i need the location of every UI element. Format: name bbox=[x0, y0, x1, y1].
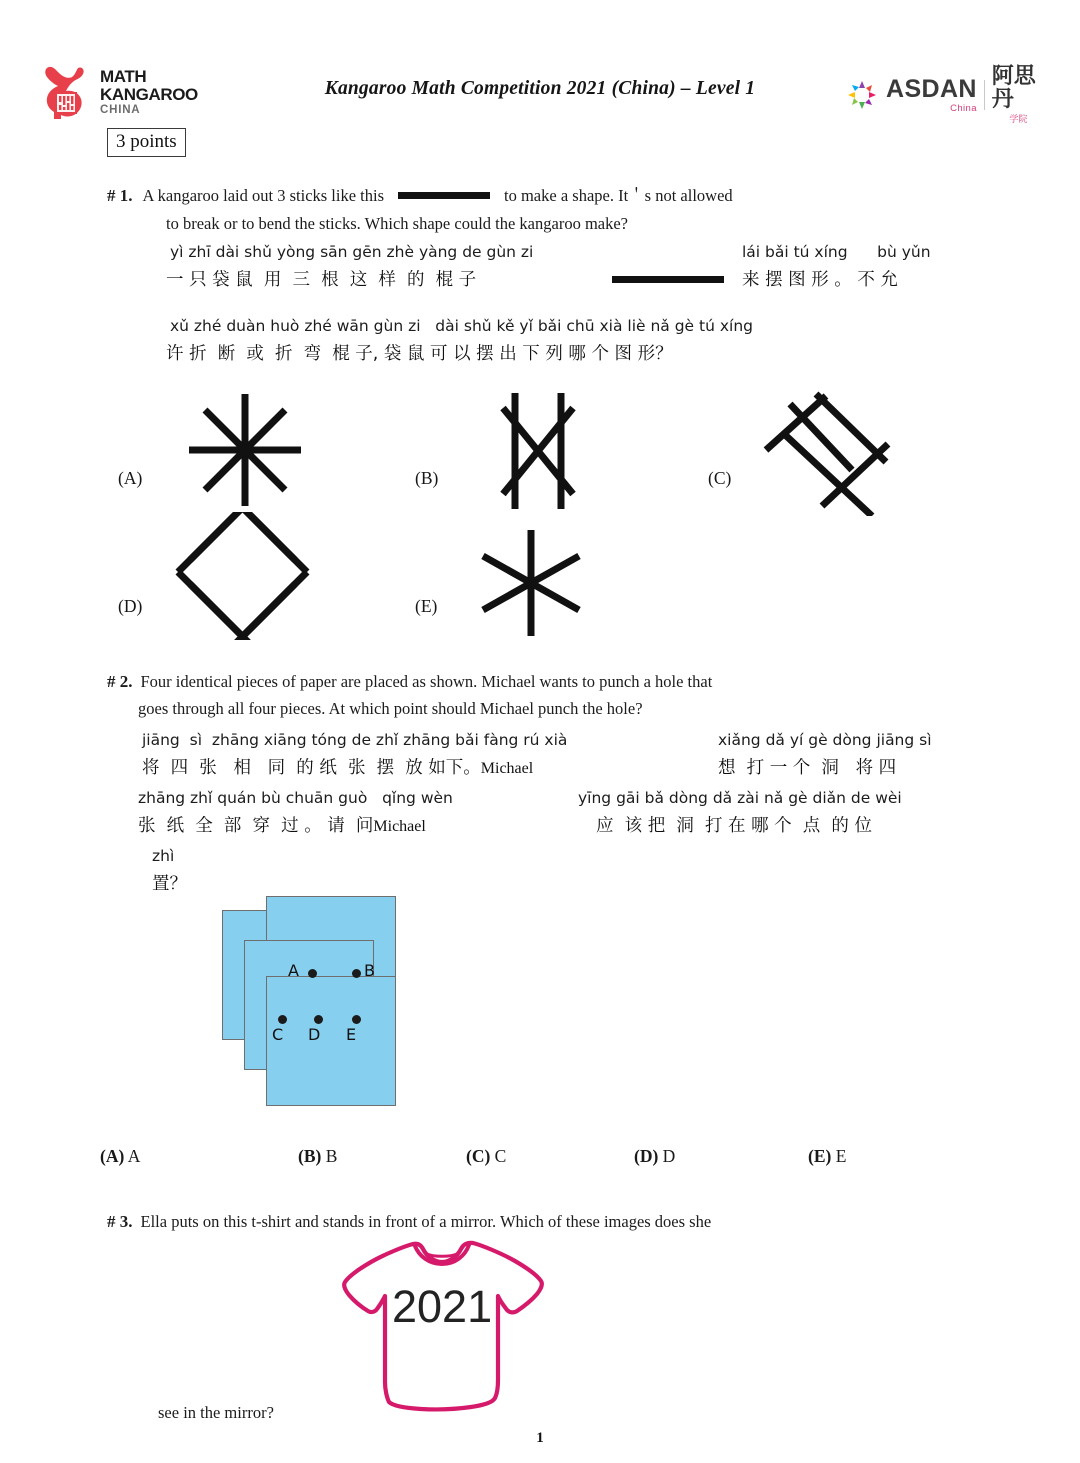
question-2-answer-a[interactable] bbox=[100, 1146, 140, 1167]
question-1-text-a: A kangaroo laid out 3 sticks like this bbox=[142, 186, 385, 205]
question-2-line-2: goes through all four pieces. At which point should Michael punch the hole? bbox=[138, 699, 643, 718]
question-2-answer-e[interactable] bbox=[808, 1146, 846, 1167]
question-2-answer-d[interactable] bbox=[634, 1146, 675, 1167]
question-2-answer-b-value: B bbox=[325, 1146, 338, 1166]
point-c-label: C bbox=[272, 1025, 284, 1044]
question-2-line-1 bbox=[107, 669, 987, 695]
page-header bbox=[0, 28, 1080, 126]
crossed-diamond-icon bbox=[170, 512, 315, 640]
logo-divider bbox=[984, 80, 985, 110]
question-2-answer-a-value: A bbox=[127, 1146, 141, 1166]
question-2-text-a: Four identical pieces of paper are placed as shown. Michael wants to punch a hole that bbox=[140, 672, 713, 691]
question-1-option-d-label: (D) bbox=[118, 596, 143, 616]
asdan-logo bbox=[845, 63, 1045, 126]
two-verticals-with-x-icon bbox=[477, 390, 597, 512]
document-title: Kangaroo Math Competition 2021 (China) – Level 1 bbox=[324, 78, 756, 99]
question-2-name-michael-2: Michael bbox=[373, 818, 426, 835]
question-1-option-e-label: (E) bbox=[415, 596, 438, 616]
point-e-label: E bbox=[346, 1025, 357, 1044]
question-2-number: # 2. bbox=[107, 672, 133, 691]
question-1-line-2: to break or to bend the sticks. Which shape could the kangaroo make? bbox=[166, 214, 629, 233]
question-2-hanzi-2a-text: 张 纸 全 部 穿 过 。 请 问 bbox=[138, 816, 374, 836]
points-badge: 3 points bbox=[107, 128, 186, 157]
question-1-hanzi-1a: 一 只 袋 鼠 用 三 根 这 样 的 棍 子 bbox=[166, 270, 477, 290]
question-2-answer-c[interactable] bbox=[466, 1146, 506, 1167]
paper-sheet-front bbox=[266, 976, 396, 1106]
point-d-dot[interactable] bbox=[314, 1015, 323, 1024]
question-1-option-a-label: (A) bbox=[118, 468, 143, 488]
stick-figure-cn bbox=[612, 276, 724, 283]
question-1-number: # 1. bbox=[107, 186, 133, 205]
question-3-line-2: see in the mirror? bbox=[158, 1403, 274, 1422]
stacked-paper-figure bbox=[222, 896, 472, 1121]
question-2-answer-e-label: (E) bbox=[808, 1146, 832, 1166]
asdan-name-cn: 阿思丹 bbox=[991, 63, 1036, 112]
point-c-dot[interactable] bbox=[278, 1015, 287, 1024]
question-1-hanzi-1b: 来 摆 图 形 。 不 允 bbox=[742, 270, 898, 290]
question-1-option-c-label: (C) bbox=[708, 468, 732, 488]
question-1-pinyin-1a: yì zhī dài shǔ yòng sān gēn zhè yàng de gùn zi bbox=[170, 243, 534, 261]
question-1-pinyin-1b: lái bǎi tú xíng bù yǔn bbox=[742, 243, 931, 261]
question-3-text-a: Ella puts on this t-shirt and stands in front of a mirror. Which of these images does she bbox=[140, 1212, 712, 1231]
asdan-sub: China bbox=[950, 102, 977, 114]
question-1-option-b[interactable] bbox=[415, 390, 715, 510]
question-2-hanzi-1a-text: 将 四 张 相 同 的 纸 张 摆 放 如下。 bbox=[142, 758, 481, 778]
question-1-hanzi-2: 许 折 断 或 折 弯 棍 子, 袋 鼠 可 以 摆 出 下 列 哪 个 图 形？ bbox=[166, 344, 673, 364]
question-2-pinyin-3: zhì bbox=[152, 847, 175, 865]
question-2-name-michael-1: Michael bbox=[480, 760, 534, 777]
t-shirt-print-text: 2021 bbox=[392, 1281, 493, 1332]
question-1-option-d[interactable] bbox=[118, 512, 418, 642]
question-1-option-c[interactable] bbox=[708, 390, 1008, 510]
question-2-hanzi-2b: 应 该 把 洞 打 在 哪 个 点 的 位 bbox=[596, 816, 872, 836]
point-b-label: B bbox=[364, 961, 375, 980]
question-2-answer-d-label: (D) bbox=[634, 1146, 659, 1166]
question-1-text-b: to make a shape. It＇s not allowed bbox=[504, 186, 733, 205]
six-point-asterisk-icon bbox=[471, 528, 591, 638]
asdan-wordmark-cn bbox=[992, 65, 1045, 125]
question-2-hanzi-1b: 想 打 一 个 洞 将 四 bbox=[718, 758, 897, 778]
question-2-answer-a-label: (A) bbox=[100, 1146, 125, 1166]
point-b-dot[interactable] bbox=[352, 969, 361, 978]
logo-line-3: CHINA bbox=[100, 103, 141, 116]
point-d-label: D bbox=[308, 1025, 321, 1044]
logo-line-2: KANGAROO bbox=[100, 84, 198, 104]
question-1-option-a[interactable] bbox=[118, 390, 418, 510]
question-2-pinyin-2a: zhāng zhǐ quán bù chuān guò qǐng wèn bbox=[138, 789, 453, 807]
stick-figure-inline bbox=[398, 192, 490, 199]
question-2-answer-c-label: (C) bbox=[466, 1146, 491, 1166]
question-2-answer-c-value: C bbox=[494, 1146, 507, 1166]
tilted-ladder-icon bbox=[760, 386, 900, 516]
point-e-dot[interactable] bbox=[352, 1015, 361, 1024]
question-2-answer-b[interactable] bbox=[298, 1146, 337, 1167]
question-2-pinyin-2b: yīng gāi bǎ dòng dǎ zài nǎ gè diǎn de wèi bbox=[578, 789, 902, 807]
question-3-number: # 3. bbox=[107, 1212, 133, 1231]
color-burst-icon bbox=[845, 78, 879, 112]
question-2-pinyin-1a: jiāng sì zhāng xiāng tóng de zhǐ zhāng bǎi fàng rú xià bbox=[142, 731, 568, 749]
question-2-answer-d-value: D bbox=[662, 1146, 676, 1166]
page-number: 1 bbox=[536, 1430, 544, 1446]
question-2-answer-e-value: E bbox=[835, 1146, 847, 1166]
question-2-hanzi-2a bbox=[138, 812, 426, 837]
point-a-label: A bbox=[288, 961, 299, 980]
question-2-hanzi-3: 置？ bbox=[152, 874, 187, 894]
question-1-option-b-label: (B) bbox=[415, 468, 439, 488]
question-2-pinyin-1b: xiǎng dǎ yí gè dòng jiāng sì bbox=[718, 731, 932, 749]
logo-line-1: MATH bbox=[100, 66, 147, 86]
question-2-answer-b-label: (B) bbox=[298, 1146, 322, 1166]
eight-point-asterisk-icon bbox=[180, 390, 310, 510]
point-a-dot[interactable] bbox=[308, 969, 317, 978]
question-3-line-1 bbox=[107, 1209, 1007, 1235]
question-1-pinyin-2: xǔ zhé duàn huò zhé wān gùn zi dài shǔ kě yǐ bǎi chū xià liè nǎ gè tú xíng bbox=[170, 317, 753, 335]
question-1-option-e[interactable] bbox=[415, 512, 715, 642]
asdan-name: ASDAN bbox=[886, 74, 977, 103]
asdan-wordmark-en bbox=[886, 74, 977, 114]
question-2-hanzi-1a bbox=[142, 754, 533, 779]
question-1-line-1 bbox=[107, 183, 967, 209]
asdan-sub-cn: 学院 bbox=[1009, 115, 1028, 126]
